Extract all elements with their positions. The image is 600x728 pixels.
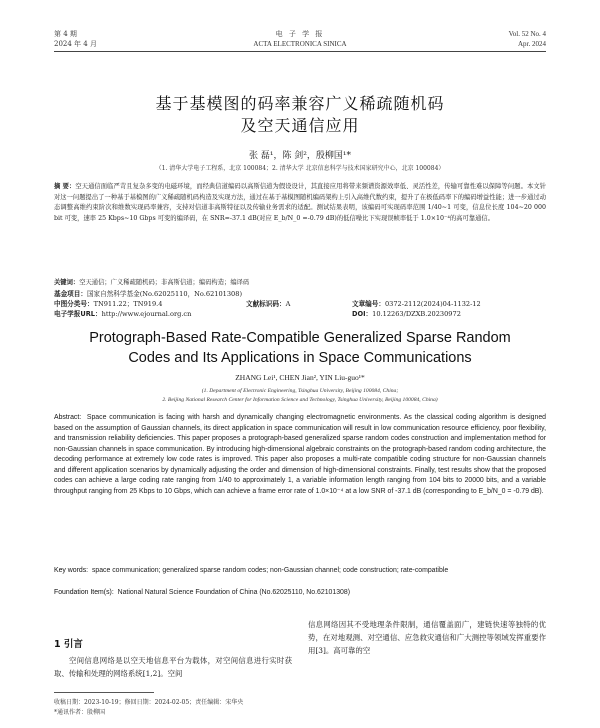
journal-url	[54, 310, 191, 319]
header-date-en: Apr. 2024	[518, 40, 546, 48]
keywords-en-text: space communication; generalized sparse random codes; non-Gaussian channel; code construction; rate-compatible	[91, 567, 449, 574]
class-number-label: 中图分类号：	[54, 300, 94, 308]
abstract-cn-label: 摘 要：	[54, 183, 76, 190]
affiliations-cn: （1. 清华大学电子工程系，北京 100084；2. 清华大学 北京信息科学与技术国家研究中心，北京 100084）	[155, 165, 445, 172]
keywords-cn	[54, 278, 546, 289]
doi-value[interactable]: 10.12263/DZXB.20230972	[372, 310, 461, 318]
fund-cn-text: 国家自然科学基金(No.62025110，No.62101308)	[86, 290, 243, 298]
document-code-value: A	[285, 300, 291, 308]
doi-label: DOI：	[352, 310, 373, 318]
keywords-en-label: Key words:	[54, 567, 89, 574]
affiliations-en-line1: (1. Department of Electronic Engineering, Tsinghua University, Beijing 100084, China;	[201, 388, 399, 394]
doi	[352, 310, 461, 319]
keywords-en	[54, 566, 546, 577]
article-number-label: 文章编号：	[352, 300, 385, 308]
title-cn-line2: 及空天通信应用	[240, 116, 360, 135]
header-volume: Vol. 52 No. 4	[508, 30, 546, 38]
header-date: 2024 年 4 月	[54, 40, 97, 48]
header-rule	[54, 51, 546, 52]
title-cn-line1: 基于基模图的码率兼容广义稀疏随机码	[155, 94, 445, 113]
intro-right-column: 信息网络因其不受地理条件限制，通信覆盖面广，建链快速等独特的优势，在对地观测、对空通信、应急救灾通信和广大测控等领域发挥重要作用[3]。高可靠的空	[308, 620, 546, 655]
article-number	[352, 300, 481, 309]
journal-url-label: 电子学报URL：	[54, 310, 102, 318]
fund-cn	[54, 290, 242, 299]
footnote-received: 收稿日期：2023-10-19；修回日期：2024-02-05；责任编辑：宋华央	[54, 699, 244, 706]
keywords-cn-text: 空天通信；广义稀疏随机码；非高斯信道；编码构造；编译码	[79, 279, 250, 286]
title-en-line2: Codes and Its Applications in Space Communications	[128, 350, 472, 366]
abstract-en	[54, 413, 546, 497]
header-issue: 第 4 期	[54, 30, 77, 38]
document-code	[246, 300, 290, 309]
journal-url-link[interactable]: http://www.ejournal.org.cn	[101, 310, 192, 318]
class-number-value: TN911.22；TN919.4	[93, 300, 163, 308]
intro-left-column: 空间信息网络是以空天地信息平台为载体，对空间信息进行实时获取、传输和处理的网络系统[1,2]。空间	[54, 656, 292, 678]
fund-cn-label: 基金项目：	[54, 290, 87, 298]
title-en-line1: Protograph-Based Rate-Compatible Generalized Sparse Random	[89, 330, 511, 346]
authors-en: ZHANG Lei¹, CHEN Jian², YIN Liu-guo¹*	[235, 373, 365, 382]
authors-cn: 张 磊¹，陈 剑²，殷柳国¹*	[248, 151, 352, 161]
section-heading-introduction: 1 引言	[54, 639, 83, 650]
abstract-cn	[54, 182, 546, 224]
fund-en	[54, 588, 546, 599]
article-number-value: 0372-2112(2024)04-1132-12	[384, 300, 481, 308]
keywords-cn-label: 关键词：	[54, 279, 80, 286]
abstract-en-text: Space communication is facing with harsh and dynamically changing electromagnetic environments. As the classical coding algorithm is designed based on the assumption of Gaussian channels, its direct application in space communication will result in low communication resource efficiency, poor flexibility, and transmission reliability deficiencies. This paper proposes a protograph-based generalized sparse random codes construction and implementation method for non-Gaussian channels in space communication. By introducing high-dimensional algebraic constraints on the protograph-based random coding architecture, the decoding performance at extremely low code rates is improved. This paper also proposes a multi-rate compatible coding structure for non-Gaussian channels and different application scenarios by dynamically adjusting the order and dimension of high-dimensional constraints. Finally, test results show that the proposed codes can achieve a large coding rate ranging from 1/40 to approximately 1, a variable information length ranging from 104 bits to 20000 bits, and a variable throughput ranging from 25 Kbps to 10 Gbps, which can achieve a frame error rate of 1.0×10⁻⁴ at a low SNR of -37.1 dB (corresponding to E_b/N_0 = -0.79 dB).	[54, 414, 546, 495]
header-journal-en: ACTA ELECTRONICA SINICA	[253, 40, 347, 48]
class-number	[54, 300, 162, 309]
affiliations-en-line2: 2. Beijing National Research Center for Information Science and Technology, Tsinghua University, Beijing 100084, China)	[162, 397, 438, 403]
abstract-cn-text: 空天通信面临严苛且复杂多变的电磁环境，而经典信道编码以高斯信道为假设设计，其直接应用将带来频谱资源效率低、灵活性差，传输可靠性难以保障等问题。本文针对这一问题提出了一种基于基模图的广义稀疏随机码构造及实现方法，通过在基于基模图随机编码架构上引入高维代数约束，提升了在极低码率下的编码增益性能；进一步通过动态调整高维约束阶次和维数实现码率兼容，支持对信道非高斯特征以及传输业务需求的适配。测试结果表明，该编码可实现码率范围 1/40~1 可变，信息位长度 104~20 000 bit 可变，速率 25 Kbps~10 Gbps 可变的编译码，在 SNR=-37.1 dB(对应 E_b/N_0 =-0.79 dB)的低信噪比下实现误帧率低于 1.0×10⁻⁴的高可靠通信。	[54, 183, 546, 222]
footnote-corresponding: *通讯作者：殷柳国	[54, 709, 106, 716]
fund-en-label: Foundation Item(s):	[54, 589, 114, 596]
header-journal-cn: 电 子 学 报	[275, 30, 325, 38]
fund-en-text: National Natural Science Foundation of China (No.62025110, No.62101308)	[117, 589, 350, 596]
document-code-label: 文献标识码：	[246, 300, 286, 308]
footnote-rule	[54, 692, 154, 693]
abstract-en-label: Abstract:	[54, 414, 82, 421]
